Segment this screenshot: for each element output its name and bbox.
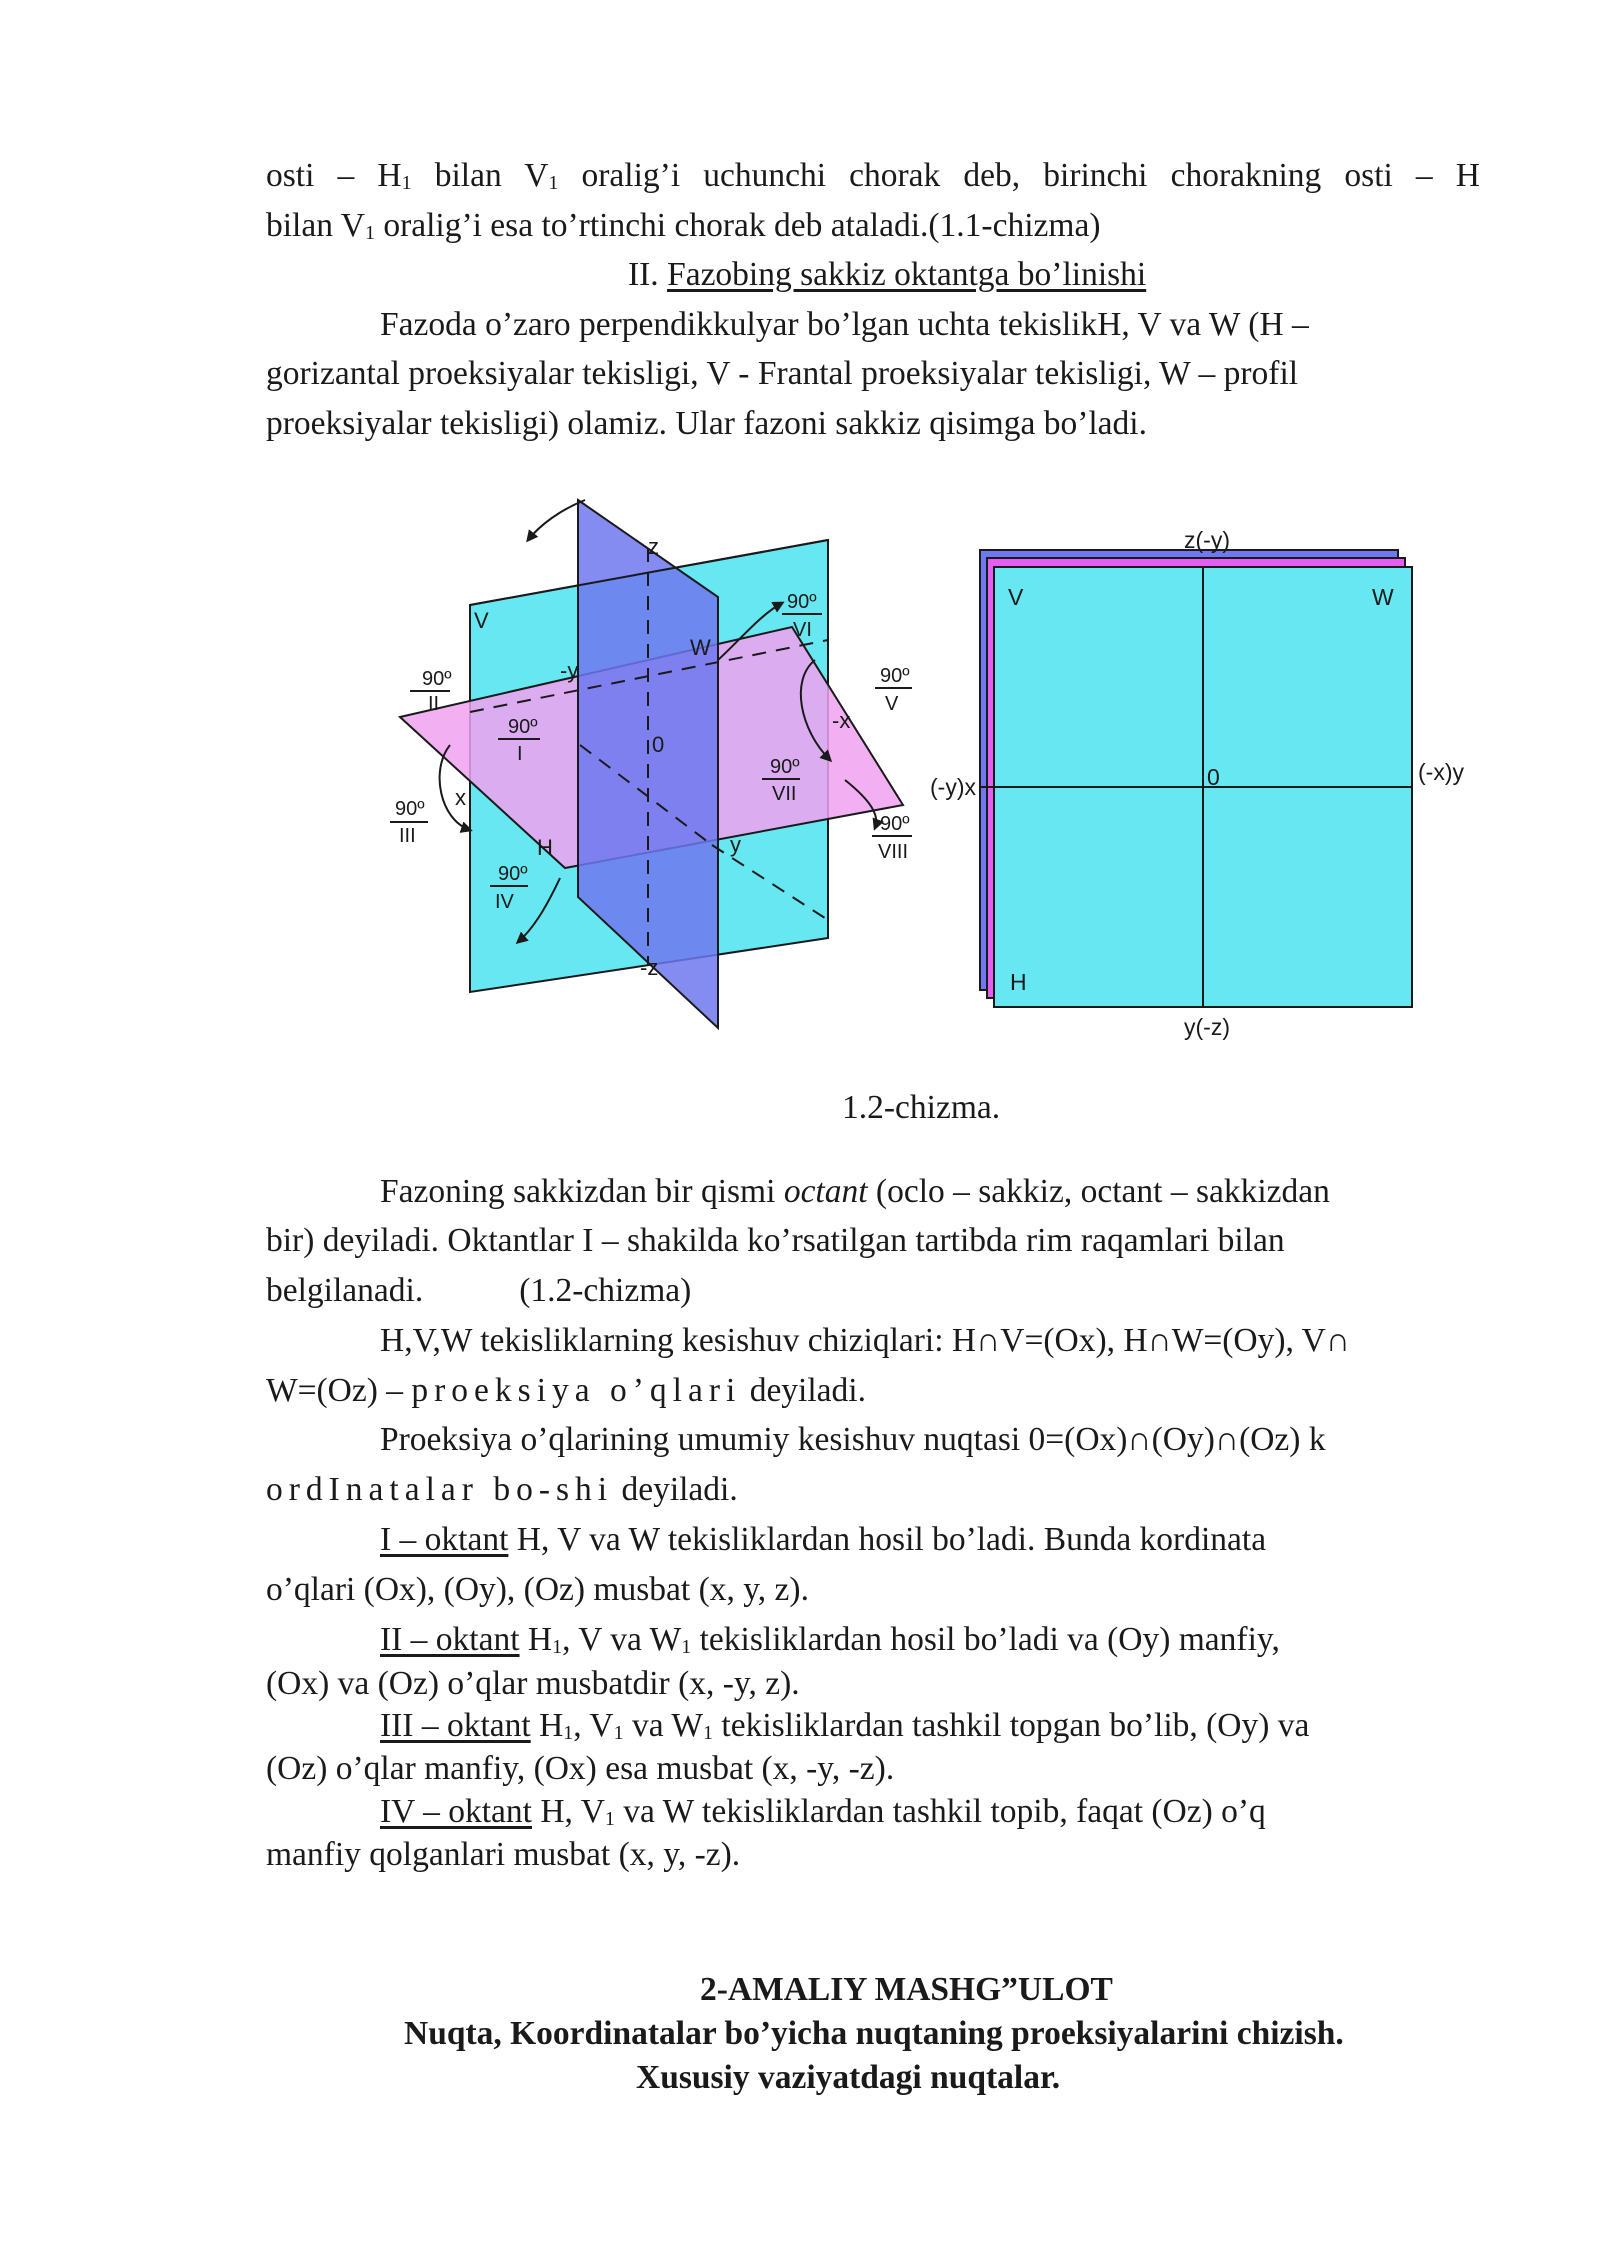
octant-3-line1: III – oktant $H_1$, $V_1$ va $W_1$ tekisliklardan tashkil topgan bo’lib, (Oy) va xyxy=(380,1707,1310,1744)
origin-label: 0 xyxy=(652,732,665,757)
para5-line2: ordInatalar bo-shi deyiladi. xyxy=(266,1471,738,1508)
epure-v-label: V xyxy=(1008,584,1024,610)
svg-text:VII: VII xyxy=(772,783,797,805)
plane-w-label: W xyxy=(690,635,711,660)
epure-diagram xyxy=(930,527,1464,1040)
para1-line2: bilan $V_1$ oralig’i esa to’rtinchi chorak deb ataladi.(1.1-chizma) xyxy=(266,207,1101,244)
para4-line2: W=(Oz) – proeksiya o’qlari deyiladi. xyxy=(266,1372,866,1409)
svg-text:90º: 90º xyxy=(880,813,910,835)
para2-line2: gorizantal proeksiyalar tekisligi, V - Frantal proeksiyalar tekisligi, W – profil xyxy=(266,355,1299,392)
epure-h-label: H xyxy=(1010,969,1027,995)
figure-octants xyxy=(0,0,1600,1080)
practice-subtitle-2: Xususiy vaziyatdagi nuqtalar. xyxy=(636,2059,1061,2096)
epure-right-label: (-x)y xyxy=(1418,759,1464,785)
para3-line3: belgilanadi. (1.2-chizma) xyxy=(266,1272,692,1309)
octant-2-line2: (Ox) va (Oz) o’qlar musbatdir (x, -y, z). xyxy=(266,1665,800,1702)
para2-line3: proeksiyalar tekisligi) olamiz. Ular fazoni sakkiz qisimga bo’ladi. xyxy=(266,405,1147,442)
axis-minus-y-label: -y xyxy=(560,658,579,683)
axis-y-label: y xyxy=(730,832,741,857)
octant-3-line2: (Oz) o’qlar manfiy, (Ox) esa musbat (x, -y, -z). xyxy=(266,1750,895,1787)
plane-v-label: V xyxy=(474,608,489,633)
practice-title: 2-AMALIY MASHG”ULOT xyxy=(700,1971,1113,2008)
svg-text:90º: 90º xyxy=(508,716,538,738)
para3-line1: Fazoning sakkizdan bir qismi octant (oclo – sakkiz, octant – sakkizdan xyxy=(380,1173,1330,1210)
octant-3d-diagram xyxy=(390,500,912,1028)
octant-1-line2: o’qlari (Ox), (Oy), (Oz) musbat (x, y, z). xyxy=(266,1571,809,1608)
octant-1-line1: I – oktant H, V va W tekisliklardan hosil bo’ladi. Bunda kordinata xyxy=(380,1521,1267,1558)
svg-text:90º: 90º xyxy=(422,668,452,690)
svg-text:VIII: VIII xyxy=(878,841,909,863)
svg-text:II: II xyxy=(428,693,440,715)
axis-minus-z-label: -z xyxy=(640,955,659,980)
epure-w-label: W xyxy=(1372,584,1394,610)
epure-bottom-label: y(-z) xyxy=(1184,1014,1230,1040)
svg-text:V: V xyxy=(885,693,899,715)
svg-text:90º: 90º xyxy=(395,798,425,820)
svg-text:IV: IV xyxy=(495,891,514,913)
axis-x-label: x xyxy=(455,785,466,810)
svg-text:VI: VI xyxy=(793,619,812,641)
section-title: II. Fazobing sakkiz oktantga bo’linishi xyxy=(628,256,1147,293)
practice-subtitle: Nuqta, Koordinatalar bo’yicha nuqtaning proeksiyalarini chizish. xyxy=(404,2015,1344,2052)
octant-4-line1: IV – oktant H, $V_1$ va W tekisliklardan tashkil topib, faqat (Oz) o’q xyxy=(380,1793,1266,1830)
epure-top-label: z(-y) xyxy=(1184,527,1230,553)
para5-line1: Proeksiya o’qlarining umumiy kesishuv nuqtasi 0=(Ox)∩(Oy)∩(Oz) k xyxy=(380,1421,1326,1458)
axis-z-label: z xyxy=(648,534,659,559)
svg-text:III: III xyxy=(399,825,416,847)
svg-text:90º: 90º xyxy=(787,591,817,613)
octant-marker-iii xyxy=(390,798,428,847)
para2-line1: Fazoda o’zaro perpendikkulyar bo’lgan uchta tekislikH, V va W (H – xyxy=(380,306,1309,343)
epure-left-label: (-y)x xyxy=(930,774,976,800)
svg-text:90º: 90º xyxy=(880,665,910,687)
para4-line1: H,V,W tekisliklarning kesishuv chiziqlari: H∩V=(Ox), H∩W=(Oy), V∩ xyxy=(380,1322,1351,1359)
octant-marker-v xyxy=(875,665,912,715)
axis-minus-x-label: -x xyxy=(832,708,851,733)
epure-origin-label: 0 xyxy=(1207,764,1220,790)
octant-4-line2: manfiy qolganlari musbat (x, y, -z). xyxy=(266,1836,741,1873)
svg-text:90º: 90º xyxy=(498,863,528,885)
figure-caption: 1.2-chizma. xyxy=(842,1089,1001,1126)
plane-h-label: H xyxy=(537,835,553,860)
octant-marker-viii xyxy=(872,813,912,863)
svg-text:I: I xyxy=(517,743,523,765)
svg-text:90º: 90º xyxy=(770,756,800,778)
para1-line1: osti – $H_1$ bilan $V_1$ oralig’i uchunchi chorak deb, birinchi chorakning osti – H xyxy=(266,157,1480,194)
octant-2-line1: II – oktant $H_1$, V va $W_1$ tekisliklardan hosil bo’ladi va (Oy) manfiy, xyxy=(380,1621,1280,1658)
para3-line2: bir) deyiladi. Oktantlar I – shakilda ko’rsatilgan tartibda rim raqamlari bilan xyxy=(266,1222,1285,1259)
